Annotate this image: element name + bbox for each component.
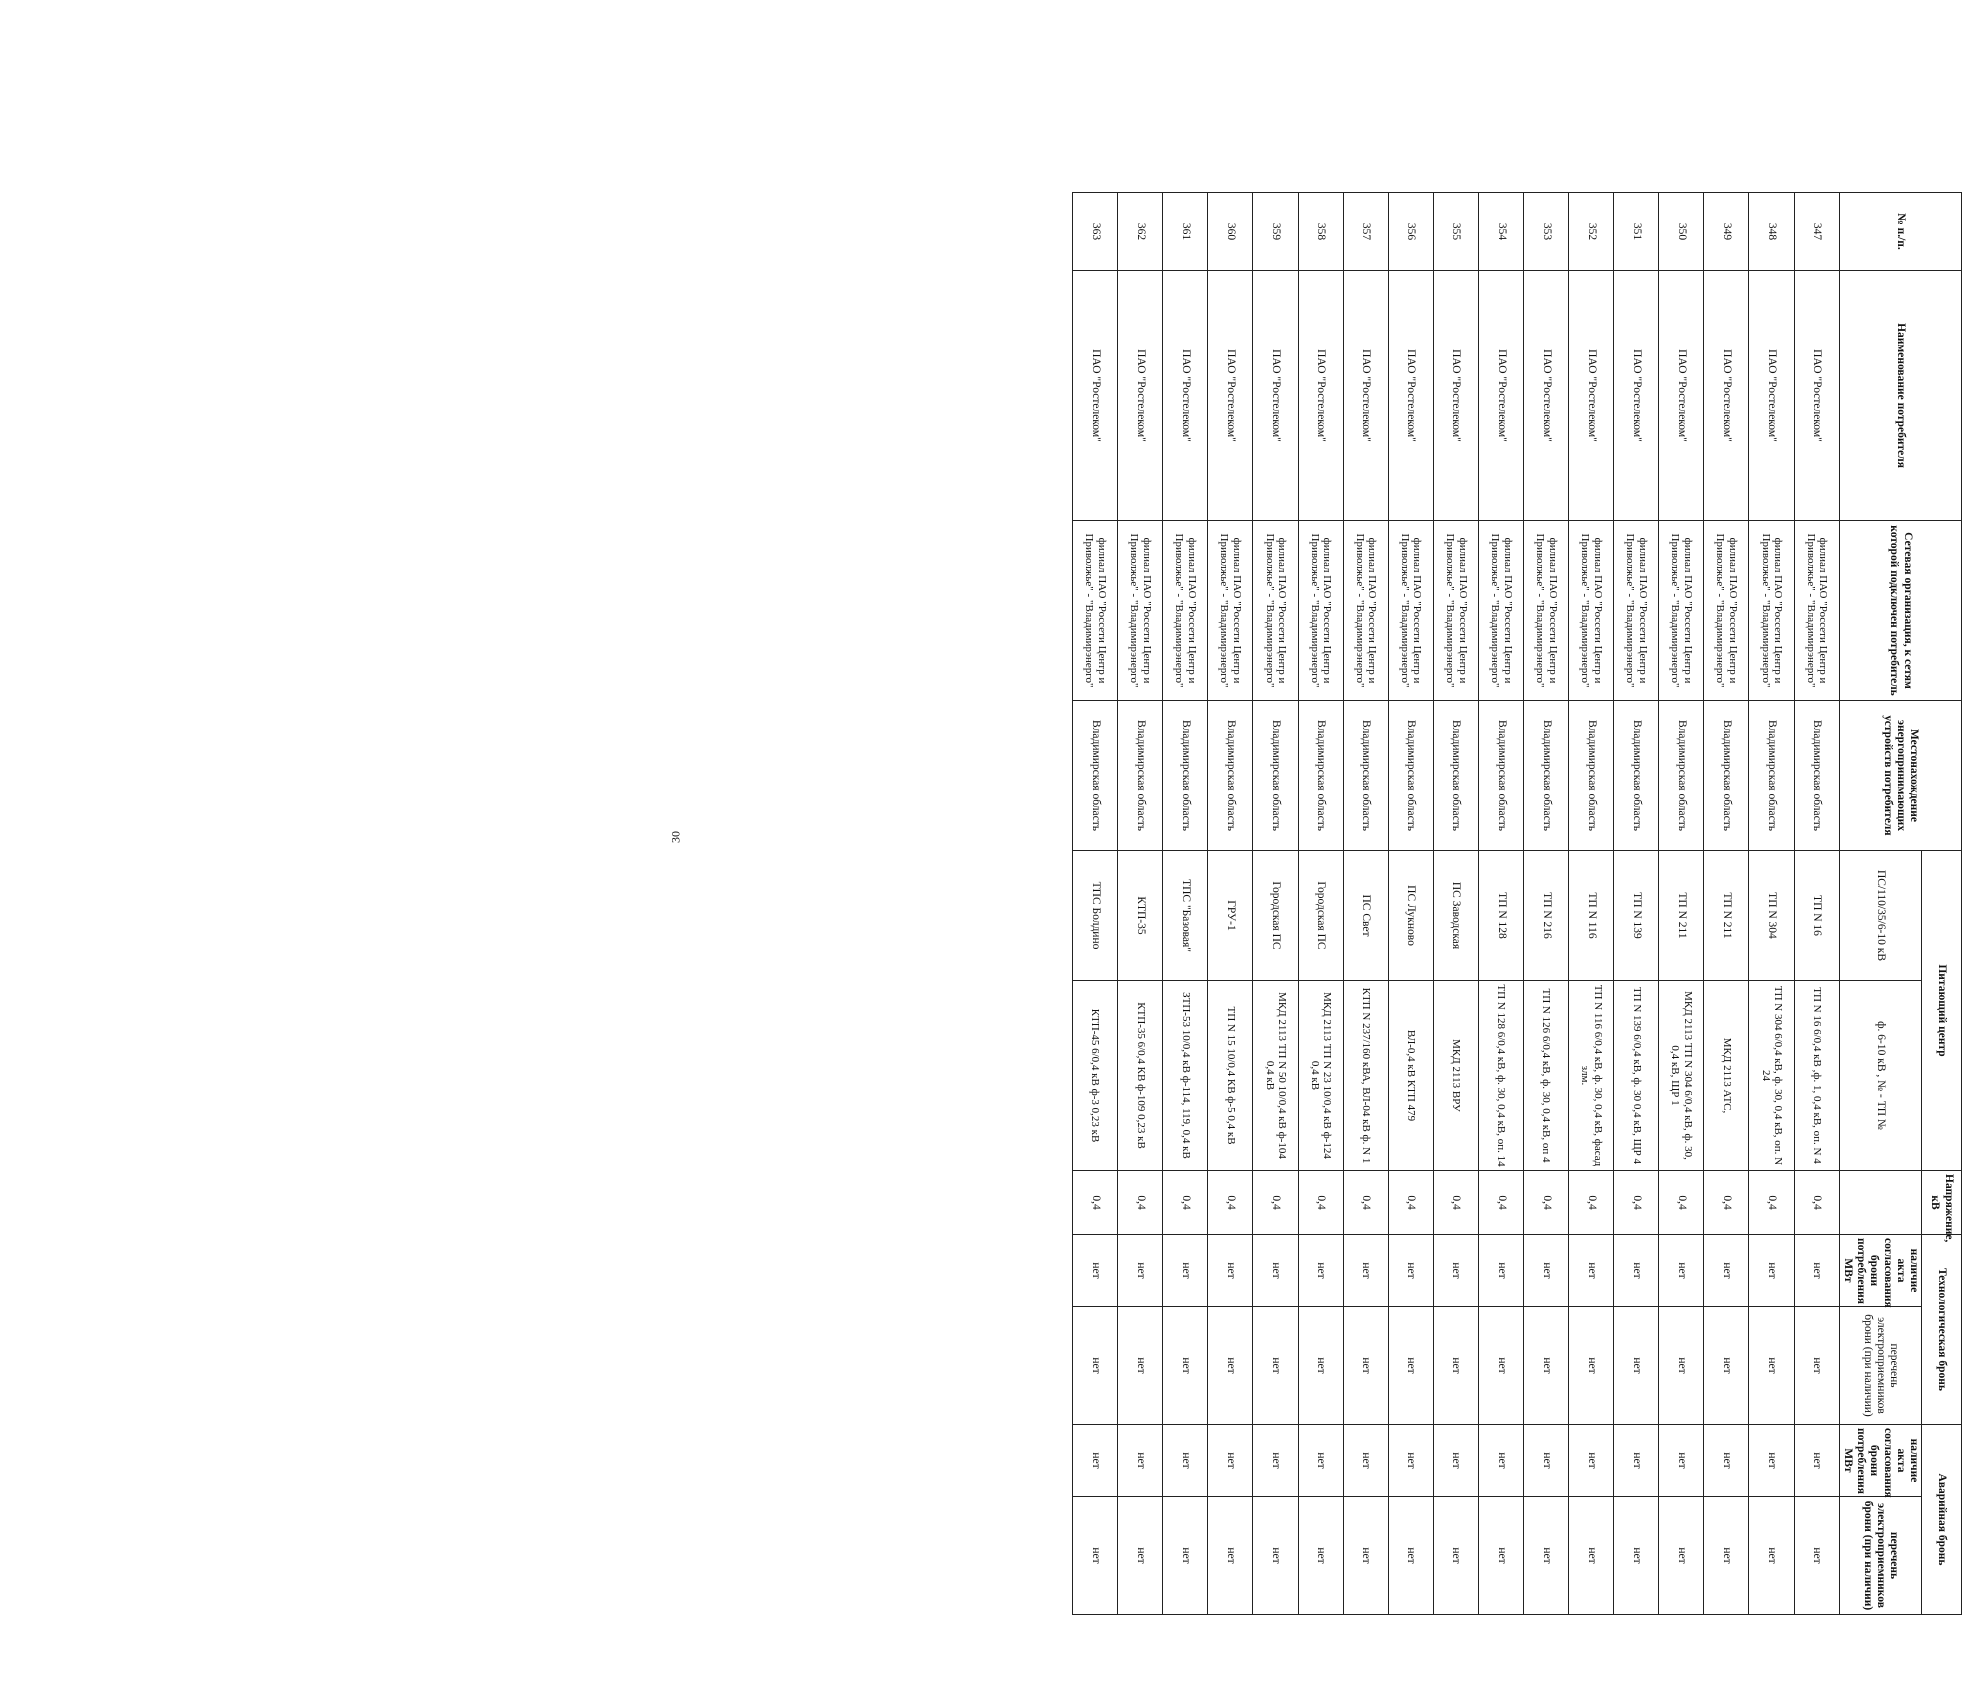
cell-ps: Городская ПС xyxy=(1298,851,1343,981)
cell-location: Владимирская область xyxy=(1298,701,1343,851)
cell-num: 353 xyxy=(1524,193,1569,271)
cell-tech-act: нет xyxy=(1433,1235,1478,1307)
cell-num: 349 xyxy=(1704,193,1749,271)
cell-location: Владимирская область xyxy=(1208,701,1253,851)
cell-num: 361 xyxy=(1163,193,1208,271)
cell-ps: КТП-35 xyxy=(1118,851,1163,981)
cell-tech-list: нет xyxy=(1343,1307,1388,1425)
cell-location: Владимирская область xyxy=(1659,701,1704,851)
cell-emerg-act: нет xyxy=(1659,1425,1704,1497)
cell-tech-act: нет xyxy=(1073,1235,1118,1307)
cell-emerg-act: нет xyxy=(1343,1425,1388,1497)
cell-emerg-list: нет xyxy=(1388,1497,1433,1615)
cell-consumer: ПАО "Ростелеком" xyxy=(1749,271,1794,521)
table-row xyxy=(1794,193,1839,1615)
cell-tech-act: нет xyxy=(1478,1235,1523,1307)
cell-tech-act: нет xyxy=(1524,1235,1569,1307)
cell-network-org: филиал ПАО "Россети Центр и Приволжье" - "Владимирэнерго" xyxy=(1253,521,1298,701)
cell-tech-list: нет xyxy=(1073,1307,1118,1425)
table-row xyxy=(1163,193,1208,1615)
cell-tech-list: нет xyxy=(1659,1307,1704,1425)
cell-tech-list: нет xyxy=(1208,1307,1253,1425)
cell-feeder: КТП N 237/160 кВА, ВЛ-04 кВ ф. N 1 xyxy=(1343,981,1388,1171)
cell-voltage: 0,4 xyxy=(1704,1171,1749,1235)
cell-feeder: ТП N 116 6/0,4 кВ, ф. 30, 0,4 кВ, фасад злм. xyxy=(1569,981,1614,1171)
cell-emerg-list: нет xyxy=(1298,1497,1343,1615)
cell-tech-act: нет xyxy=(1749,1235,1794,1307)
cell-location: Владимирская область xyxy=(1478,701,1523,851)
header-emerg-reserve: Аварийная бронь xyxy=(1922,1425,1962,1615)
cell-emerg-list: нет xyxy=(1208,1497,1253,1615)
cell-voltage: 0,4 xyxy=(1073,1171,1118,1235)
cell-ps: ПС Свет xyxy=(1343,851,1388,981)
cell-network-org: филиал ПАО "Россети Центр и Приволжье" - "Владимирэнерго" xyxy=(1163,521,1208,701)
cell-location: Владимирская область xyxy=(1569,701,1614,851)
cell-location: Владимирская область xyxy=(1118,701,1163,851)
cell-tech-list: нет xyxy=(1794,1307,1839,1425)
cell-emerg-act: нет xyxy=(1433,1425,1478,1497)
header-emerg-act: наличие акта согласования брони потребления МВт xyxy=(1839,1425,1921,1497)
cell-feeder: МКД 2113 ВРУ xyxy=(1433,981,1478,1171)
cell-feeder: ТП N 304 6/0,4 кВ, ф. 30, 0,4 кВ, оп. N 24 xyxy=(1749,981,1794,1171)
cell-consumer: ПАО "Ростелеком" xyxy=(1118,271,1163,521)
cell-feeder: ТП N 16 6/0,4 кВ ,ф. 1, 0,4 кВ, оп. N 4 xyxy=(1794,981,1839,1171)
cell-num: 355 xyxy=(1433,193,1478,271)
cell-emerg-act: нет xyxy=(1298,1425,1343,1497)
header-ps: ПС/110/35/6-10 кВ xyxy=(1839,851,1921,981)
cell-network-org: филиал ПАО "Россети Центр и Приволжье" - "Владимирэнерго" xyxy=(1478,521,1523,701)
cell-location: Владимирская область xyxy=(1524,701,1569,851)
cell-feeder: МКД 2113 АТС, xyxy=(1704,981,1749,1171)
cell-emerg-act: нет xyxy=(1118,1425,1163,1497)
cell-feeder: ЗТП-53 10/0,4 кВ ф-114, 119, 0,4 кВ xyxy=(1163,981,1208,1171)
cell-consumer: ПАО "Ростелеком" xyxy=(1208,271,1253,521)
header-feed-center: Питающий центр xyxy=(1922,851,1962,1171)
page-number: 30 xyxy=(668,831,683,843)
cell-voltage: 0,4 xyxy=(1659,1171,1704,1235)
cell-network-org: филиал ПАО "Россети Центр и Приволжье" - "Владимирэнерго" xyxy=(1614,521,1659,701)
cell-voltage: 0,4 xyxy=(1343,1171,1388,1235)
cell-location: Владимирская область xyxy=(1073,701,1118,851)
cell-num: 362 xyxy=(1118,193,1163,271)
cell-num: 360 xyxy=(1208,193,1253,271)
cell-emerg-list: нет xyxy=(1524,1497,1569,1615)
cell-network-org: филиал ПАО "Россети Центр и Приволжье" - "Владимирэнерго" xyxy=(1749,521,1794,701)
cell-emerg-list: нет xyxy=(1118,1497,1163,1615)
table-row xyxy=(1524,193,1569,1615)
table-row xyxy=(1569,193,1614,1615)
cell-ps: Городская ПС xyxy=(1253,851,1298,981)
cell-network-org: филиал ПАО "Россети Центр и Приволжье" - "Владимирэнерго" xyxy=(1794,521,1839,701)
cell-num: 351 xyxy=(1614,193,1659,271)
cell-ps: ТПС Болдино xyxy=(1073,851,1118,981)
cell-num: 356 xyxy=(1388,193,1433,271)
cell-emerg-act: нет xyxy=(1749,1425,1794,1497)
cell-tech-list: нет xyxy=(1388,1307,1433,1425)
cell-voltage: 0,4 xyxy=(1253,1171,1298,1235)
cell-feeder: ТП N 126 6/0,4 кВ, ф. 30, 0,4 кВ, оп 4 xyxy=(1524,981,1569,1171)
cell-consumer: ПАО "Ростелеком" xyxy=(1253,271,1298,521)
cell-ps: ТП N 139 xyxy=(1614,851,1659,981)
cell-emerg-act: нет xyxy=(1073,1425,1118,1497)
cell-emerg-act: нет xyxy=(1569,1425,1614,1497)
cell-emerg-list: нет xyxy=(1614,1497,1659,1615)
table-row xyxy=(1659,193,1704,1615)
cell-feeder: МКД 2113 ТП N 23 10/0,4 кВ ф-124 0,4 кВ xyxy=(1298,981,1343,1171)
cell-emerg-act: нет xyxy=(1253,1425,1298,1497)
cell-emerg-list: нет xyxy=(1253,1497,1298,1615)
cell-emerg-list: нет xyxy=(1163,1497,1208,1615)
header-voltage-empty xyxy=(1839,1171,1921,1235)
cell-tech-act: нет xyxy=(1298,1235,1343,1307)
cell-location: Владимирская область xyxy=(1749,701,1794,851)
cell-ps: ТП N 216 xyxy=(1524,851,1569,981)
cell-voltage: 0,4 xyxy=(1208,1171,1253,1235)
cell-tech-list: нет xyxy=(1614,1307,1659,1425)
cell-voltage: 0,4 xyxy=(1614,1171,1659,1235)
cell-tech-list: нет xyxy=(1749,1307,1794,1425)
cell-consumer: ПАО "Ростелеком" xyxy=(1478,271,1523,521)
cell-ps: ТП N 16 xyxy=(1794,851,1839,981)
cell-ps: ГРУ-1 xyxy=(1208,851,1253,981)
cell-emerg-act: нет xyxy=(1524,1425,1569,1497)
cell-consumer: ПАО "Ростелеком" xyxy=(1704,271,1749,521)
cell-tech-act: нет xyxy=(1659,1235,1704,1307)
cell-tech-act: нет xyxy=(1794,1235,1839,1307)
cell-network-org: филиал ПАО "Россети Центр и Приволжье" - "Владимирэнерго" xyxy=(1073,521,1118,701)
header-voltage: Напряжение, кВ xyxy=(1922,1171,1962,1235)
cell-consumer: ПАО "Ростелеком" xyxy=(1614,271,1659,521)
cell-network-org: филиал ПАО "Россети Центр и Приволжье" - "Владимирэнерго" xyxy=(1659,521,1704,701)
cell-tech-act: нет xyxy=(1569,1235,1614,1307)
table-frame xyxy=(1072,192,1962,1611)
cell-consumer: ПАО "Ростелеком" xyxy=(1433,271,1478,521)
cell-tech-list: нет xyxy=(1298,1307,1343,1425)
cell-ps: ТП N 211 xyxy=(1659,851,1704,981)
cell-consumer: ПАО "Ростелеком" xyxy=(1524,271,1569,521)
cell-tech-list: нет xyxy=(1569,1307,1614,1425)
cell-emerg-act: нет xyxy=(1614,1425,1659,1497)
header-network-org: Сетевая организация, к сетям которой подключен потребитель xyxy=(1839,521,1961,701)
cell-feeder: МКД 2113 ТП N 50 10/0,4 кВ ф-104 0,4 кВ xyxy=(1253,981,1298,1171)
cell-emerg-act: нет xyxy=(1388,1425,1433,1497)
cell-voltage: 0,4 xyxy=(1524,1171,1569,1235)
cell-ps: ТП N 304 xyxy=(1749,851,1794,981)
table-row xyxy=(1388,193,1433,1615)
table-row xyxy=(1433,193,1478,1615)
cell-voltage: 0,4 xyxy=(1478,1171,1523,1235)
cell-emerg-act: нет xyxy=(1704,1425,1749,1497)
cell-tech-list: нет xyxy=(1704,1307,1749,1425)
cell-voltage: 0,4 xyxy=(1433,1171,1478,1235)
table-body xyxy=(1073,193,1840,1615)
cell-feeder: ТП N 139 6/0,4 кВ, ф. 30 0,4 кВ, ЩР 4 xyxy=(1614,981,1659,1171)
cell-consumer: ПАО "Ростелеком" xyxy=(1343,271,1388,521)
cell-feeder: ВЛ-0,4 кВ КТП 479 xyxy=(1388,981,1433,1171)
table-row xyxy=(1478,193,1523,1615)
cell-feeder: КТП-45 6/0,4 кВ ф-3 0,23 кВ xyxy=(1073,981,1118,1171)
cell-tech-list: нет xyxy=(1253,1307,1298,1425)
cell-voltage: 0,4 xyxy=(1118,1171,1163,1235)
cell-tech-list: нет xyxy=(1433,1307,1478,1425)
cell-voltage: 0,4 xyxy=(1794,1171,1839,1235)
cell-tech-list: нет xyxy=(1163,1307,1208,1425)
cell-ps: ТП N 116 xyxy=(1569,851,1614,981)
cell-tech-list: нет xyxy=(1118,1307,1163,1425)
table-row xyxy=(1208,193,1253,1615)
cell-num: 359 xyxy=(1253,193,1298,271)
cell-feeder: МКД 2113 ТП N 304 6/0,4 кВ, ф. 30, 0,4 кВ, ЩР 1 xyxy=(1659,981,1704,1171)
cell-network-org: филиал ПАО "Россети Центр и Приволжье" - "Владимирэнерго" xyxy=(1569,521,1614,701)
cell-tech-list: нет xyxy=(1524,1307,1569,1425)
cell-consumer: ПАО "Ростелеком" xyxy=(1388,271,1433,521)
cell-emerg-list: нет xyxy=(1433,1497,1478,1615)
table-row xyxy=(1749,193,1794,1615)
cell-consumer: ПАО "Ростелеком" xyxy=(1569,271,1614,521)
cell-emerg-act: нет xyxy=(1794,1425,1839,1497)
table-row xyxy=(1343,193,1388,1615)
rotated-table-wrapper xyxy=(182,192,1955,1611)
header-num: № п./п. xyxy=(1839,193,1961,271)
cell-network-org: филиал ПАО "Россети Центр и Приволжье" - "Владимирэнерго" xyxy=(1343,521,1388,701)
cell-ps: ТП N 211 xyxy=(1704,851,1749,981)
cell-ps: ПС Лукново xyxy=(1388,851,1433,981)
cell-tech-act: нет xyxy=(1343,1235,1388,1307)
cell-tech-act: нет xyxy=(1163,1235,1208,1307)
cell-network-org: филиал ПАО "Россети Центр и Приволжье" - "Владимирэнерго" xyxy=(1704,521,1749,701)
cell-emerg-list: нет xyxy=(1749,1497,1794,1615)
table-row xyxy=(1253,193,1298,1615)
cell-num: 363 xyxy=(1073,193,1118,271)
table-row xyxy=(1073,193,1118,1615)
cell-emerg-act: нет xyxy=(1208,1425,1253,1497)
cell-emerg-list: нет xyxy=(1569,1497,1614,1615)
cell-emerg-list: нет xyxy=(1073,1497,1118,1615)
cell-location: Владимирская область xyxy=(1433,701,1478,851)
cell-emerg-act: нет xyxy=(1163,1425,1208,1497)
cell-ps: ТПС "Базовая" xyxy=(1163,851,1208,981)
cell-network-org: филиал ПАО "Россети Центр и Приволжье" - "Владимирэнерго" xyxy=(1118,521,1163,701)
cell-voltage: 0,4 xyxy=(1163,1171,1208,1235)
cell-location: Владимирская область xyxy=(1704,701,1749,851)
cell-num: 357 xyxy=(1343,193,1388,271)
cell-num: 352 xyxy=(1569,193,1614,271)
table-row xyxy=(1704,193,1749,1615)
header-tech-list: перечень электроприемников брони (при наличии) xyxy=(1839,1307,1921,1425)
cell-network-org: филиал ПАО "Россети Центр и Приволжье" - "Владимирэнерго" xyxy=(1524,521,1569,701)
cell-tech-act: нет xyxy=(1704,1235,1749,1307)
cell-feeder: ТП N 15 10/0,4 КВ ф-5 0,4 кВ xyxy=(1208,981,1253,1171)
cell-emerg-list: нет xyxy=(1343,1497,1388,1615)
cell-tech-act: нет xyxy=(1118,1235,1163,1307)
header-emerg-list: перечень электроприемников брони (при наличии) xyxy=(1839,1497,1921,1615)
table-row xyxy=(1614,193,1659,1615)
cell-location: Владимирская область xyxy=(1253,701,1298,851)
cell-num: 347 xyxy=(1794,193,1839,271)
cell-network-org: филиал ПАО "Россети Центр и Приволжье" - "Владимирэнерго" xyxy=(1433,521,1478,701)
header-tech-act: наличие акта согласования брони потребления МВт xyxy=(1839,1235,1921,1307)
cell-num: 348 xyxy=(1749,193,1794,271)
header-feeder: ф. 6-10 кВ , № - ТП № xyxy=(1839,981,1921,1171)
cell-location: Владимирская область xyxy=(1794,701,1839,851)
cell-emerg-list: нет xyxy=(1659,1497,1704,1615)
cell-emerg-list: нет xyxy=(1478,1497,1523,1615)
cell-consumer: ПАО "Ростелеком" xyxy=(1163,271,1208,521)
cell-voltage: 0,4 xyxy=(1298,1171,1343,1235)
cell-feeder: КТП-35 6/0,4 КВ ф-109 0,23 кВ xyxy=(1118,981,1163,1171)
cell-ps: ПС Заводская xyxy=(1433,851,1478,981)
cell-tech-act: нет xyxy=(1253,1235,1298,1307)
cell-location: Владимирская область xyxy=(1163,701,1208,851)
header-tech-reserve: Технологическая бронь xyxy=(1922,1235,1962,1425)
cell-num: 350 xyxy=(1659,193,1704,271)
header-location: Местонахождение энергопринимающих устройств потребителя xyxy=(1839,701,1961,851)
cell-tech-act: нет xyxy=(1388,1235,1433,1307)
cell-network-org: филиал ПАО "Россети Центр и Приволжье" - "Владимирэнерго" xyxy=(1298,521,1343,701)
cell-location: Владимирская область xyxy=(1614,701,1659,851)
cell-tech-act: нет xyxy=(1614,1235,1659,1307)
reserve-table xyxy=(1072,192,1962,1615)
cell-voltage: 0,4 xyxy=(1569,1171,1614,1235)
cell-emerg-list: нет xyxy=(1794,1497,1839,1615)
cell-voltage: 0,4 xyxy=(1749,1171,1794,1235)
table-row xyxy=(1118,193,1163,1615)
cell-location: Владимирская область xyxy=(1343,701,1388,851)
cell-consumer: ПАО "Ростелеком" xyxy=(1794,271,1839,521)
cell-num: 358 xyxy=(1298,193,1343,271)
cell-consumer: ПАО "Ростелеком" xyxy=(1659,271,1704,521)
cell-location: Владимирская область xyxy=(1388,701,1433,851)
cell-network-org: филиал ПАО "Россети Центр и Приволжье" - "Владимирэнерго" xyxy=(1388,521,1433,701)
table-row xyxy=(1298,193,1343,1615)
cell-consumer: ПАО "Ростелеком" xyxy=(1073,271,1118,521)
cell-tech-act: нет xyxy=(1208,1235,1253,1307)
cell-network-org: филиал ПАО "Россети Центр и Приволжье" - "Владимирэнерго" xyxy=(1208,521,1253,701)
cell-tech-list: нет xyxy=(1478,1307,1523,1425)
cell-num: 354 xyxy=(1478,193,1523,271)
cell-emerg-act: нет xyxy=(1478,1425,1523,1497)
cell-consumer: ПАО "Ростелеком" xyxy=(1298,271,1343,521)
cell-feeder: ТП N 128 6/0,4 кВ, ф. 30, 0,4 кВ, оп. 14 xyxy=(1478,981,1523,1171)
cell-voltage: 0,4 xyxy=(1388,1171,1433,1235)
cell-ps: ТП N 128 xyxy=(1478,851,1523,981)
header-consumer: Наименование потребителя xyxy=(1839,271,1961,521)
cell-emerg-list: нет xyxy=(1704,1497,1749,1615)
